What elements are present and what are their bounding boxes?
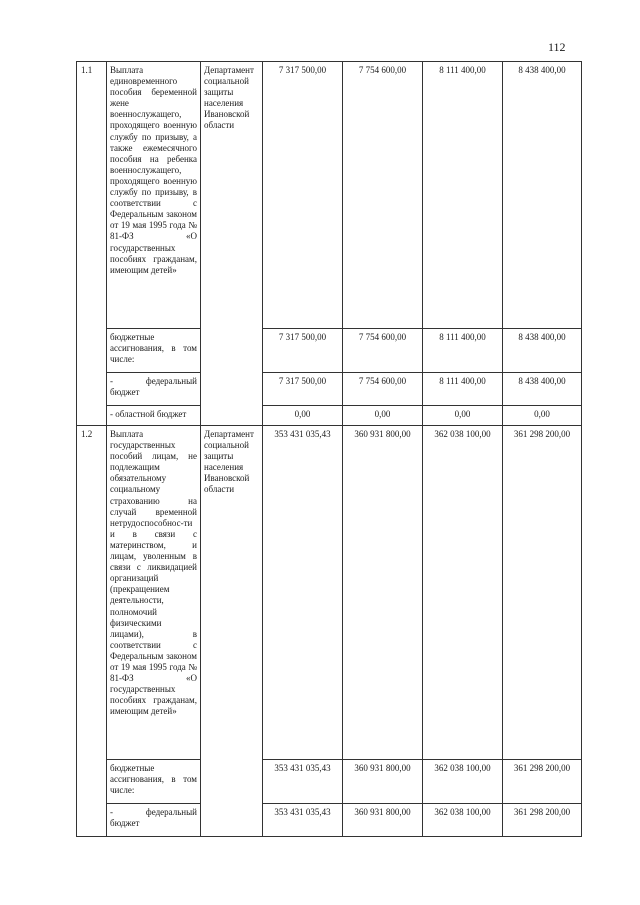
funding-label: - федеральный бюджет bbox=[107, 373, 201, 406]
value-cell: 8 111 400,00 bbox=[423, 373, 503, 406]
value-cell: 360 931 800,00 bbox=[343, 804, 423, 837]
table-row bbox=[77, 804, 582, 837]
value-cell: 361 298 200,00 bbox=[503, 426, 582, 760]
executor-cell: Департамент социальной защиты населения Ивановской области bbox=[201, 426, 263, 837]
funding-label: бюджетные ассигнования, в том числе: bbox=[107, 760, 201, 804]
value-cell: 8 438 400,00 bbox=[503, 329, 582, 373]
row-index: 1.1 bbox=[77, 62, 107, 426]
value-cell: 7 317 500,00 bbox=[263, 329, 343, 373]
value-cell: 361 298 200,00 bbox=[503, 804, 582, 837]
funding-label: бюджетные ассигнования, в том числе: bbox=[107, 329, 201, 373]
value-cell: 362 038 100,00 bbox=[423, 760, 503, 804]
table-row bbox=[77, 406, 582, 426]
value-cell: 0,00 bbox=[503, 406, 582, 426]
value-cell: 8 438 400,00 bbox=[503, 62, 582, 329]
value-cell: 8 111 400,00 bbox=[423, 62, 503, 329]
value-cell: 7 754 600,00 bbox=[343, 329, 423, 373]
value-cell: 353 431 035,43 bbox=[263, 804, 343, 837]
table-row bbox=[77, 760, 582, 804]
value-cell: 362 038 100,00 bbox=[423, 426, 503, 760]
value-cell: 0,00 bbox=[343, 406, 423, 426]
value-cell: 7 317 500,00 bbox=[263, 373, 343, 406]
value-cell: 7 317 500,00 bbox=[263, 62, 343, 329]
table-row bbox=[77, 62, 582, 329]
value-cell: 7 754 600,00 bbox=[343, 62, 423, 329]
value-cell: 360 931 800,00 bbox=[343, 426, 423, 760]
value-cell: 8 111 400,00 bbox=[423, 329, 503, 373]
value-cell: 8 438 400,00 bbox=[503, 373, 582, 406]
executor-cell: Департамент социальной защиты населения Ивановской области bbox=[201, 62, 263, 426]
funding-label: - областной бюджет bbox=[107, 406, 201, 426]
table-row bbox=[77, 426, 582, 760]
value-cell: 353 431 035,43 bbox=[263, 426, 343, 760]
table-row bbox=[77, 373, 582, 406]
funding-label: - федеральный бюджет bbox=[107, 804, 201, 837]
value-cell: 0,00 bbox=[263, 406, 343, 426]
value-cell: 360 931 800,00 bbox=[343, 760, 423, 804]
budget-table bbox=[76, 61, 582, 837]
row-index: 1.2 bbox=[77, 426, 107, 837]
value-cell: 361 298 200,00 bbox=[503, 760, 582, 804]
measure-description: Выплата государственных пособий лицам, не подлежащим обязательному социальному страхованию на случай временной нетрудоспособнос-ти и в связи с материнством, и лицам, уволенным в связи с ликвидацией организаций (прекращением деятельности, полномочий физическими лицами), в соответствии с Федеральным законом от 19 мая 1995 года № 81-ФЗ «О государственных пособиях гражданам, имеющим детей» bbox=[107, 426, 201, 760]
table-row bbox=[77, 329, 582, 373]
value-cell: 362 038 100,00 bbox=[423, 804, 503, 837]
value-cell: 353 431 035,43 bbox=[263, 760, 343, 804]
measure-description: Выплата единовременного пособия беременной жене военнослужащего, проходящего военную службу по призыву, а также ежемесячного пособия на ребенка военнослужащего, проходящего военную службу по призыву, в соответствии с Федеральным законом от 19 мая 1995 года № 81-ФЗ «О государственных пособиях гражданам, имеющим детей» bbox=[107, 62, 201, 329]
page-number: 112 bbox=[548, 40, 566, 54]
value-cell: 0,00 bbox=[423, 406, 503, 426]
value-cell: 7 754 600,00 bbox=[343, 373, 423, 406]
